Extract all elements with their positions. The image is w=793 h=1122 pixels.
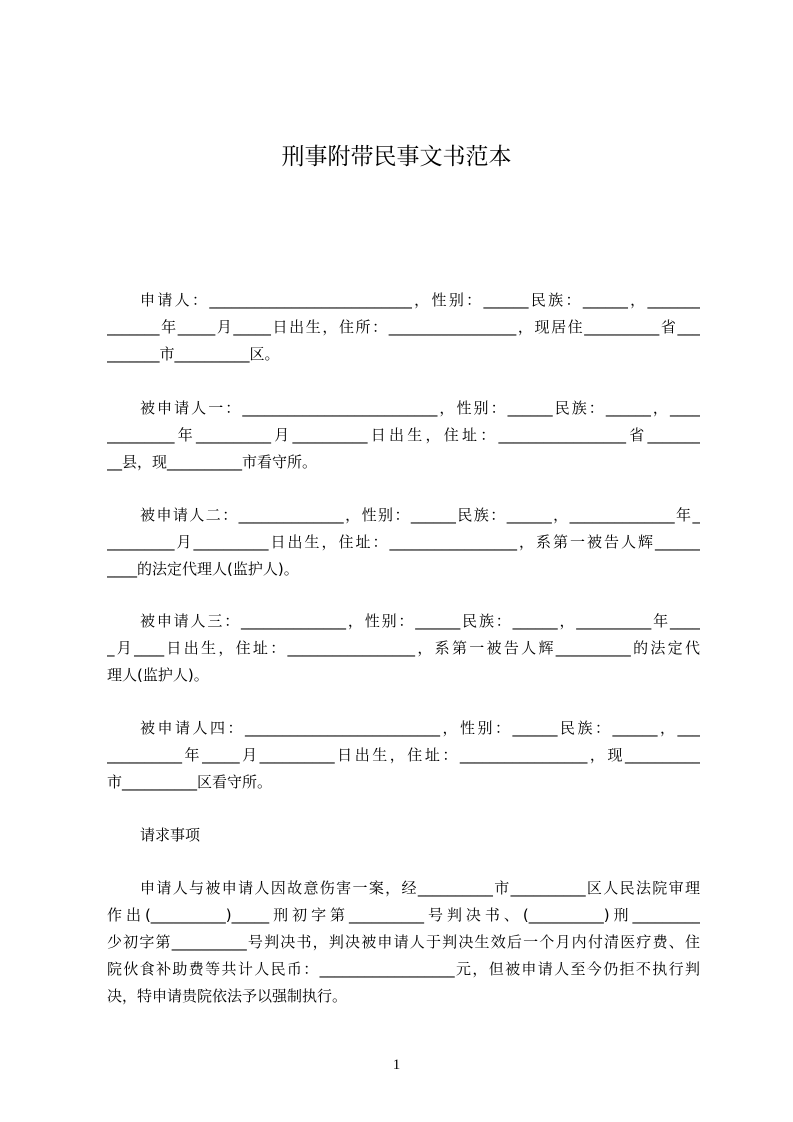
section-heading: 请求事项	[140, 826, 201, 844]
respondent-2-paragraph	[107, 502, 700, 583]
respondent-3-paragraph	[107, 608, 700, 689]
paragraph-line: ____的法定代理人(监护人)。	[107, 560, 299, 578]
paragraph-line: 院伙食补助费等共计人民币：__________________元，但被申请人至今仍拒不执行判	[107, 960, 700, 978]
paragraph-line: 被申请人二：______________，性别：______民族：______，______________年_	[140, 506, 700, 524]
paragraph-line: 被申请人四：__________________________，性别：______民族：______，___	[140, 719, 700, 737]
paragraph-line: 市__________区看守所。	[107, 773, 273, 791]
paragraph-line: 申请人：___________________________，性别：______民族：______，_______	[140, 291, 700, 309]
paragraph-line: _______市__________区。	[107, 345, 280, 363]
paragraph-line: __县，现__________市看守所。	[107, 453, 318, 471]
paragraph-line: 申请人与被申请人因故意伤害一案，经__________市__________区人民法院审理	[140, 879, 700, 897]
respondent-4-paragraph	[107, 715, 700, 796]
paragraph-line: __________年_____月__________日出生，住址：_________________，现__________	[107, 746, 700, 764]
paragraph-line: _月____日出生，住址：_________________，系第一被告人辉__________的法定代	[107, 639, 700, 657]
paragraph-line: 被申请人三：______________，性别：______民族：______，__________年____	[140, 612, 700, 630]
paragraph-line: 少初字第__________号判决书，判决被申请人于判决生效后一个月内付清医疗费、住	[107, 933, 700, 951]
paragraph-line: _________年__________月__________日出生，住址：_________________省_______	[107, 426, 700, 444]
request-paragraph	[107, 875, 700, 1010]
paragraph-line: _________月__________日出生，住址：_________________，系第一被告人辉______	[107, 533, 700, 551]
document-title: 刑事附带民事文书范本	[281, 144, 512, 170]
applicant-paragraph	[107, 287, 700, 368]
paragraph-line: _______年_____月_____日出生，住所：_________________，现居住__________省___	[107, 318, 700, 336]
paragraph-line: 理人(监护人)。	[107, 666, 209, 684]
paragraph-line: 作出(__________)_____刑初字第__________号判决书、(__________)刑_________	[107, 906, 700, 924]
paragraph-line: 决，特申请贵院依法予以强制执行。	[107, 987, 348, 1005]
page-number: 1	[392, 1057, 401, 1073]
paragraph-line: 被申请人一：__________________________，性别：______民族：______，____	[140, 399, 700, 417]
respondent-1-paragraph	[107, 395, 700, 476]
